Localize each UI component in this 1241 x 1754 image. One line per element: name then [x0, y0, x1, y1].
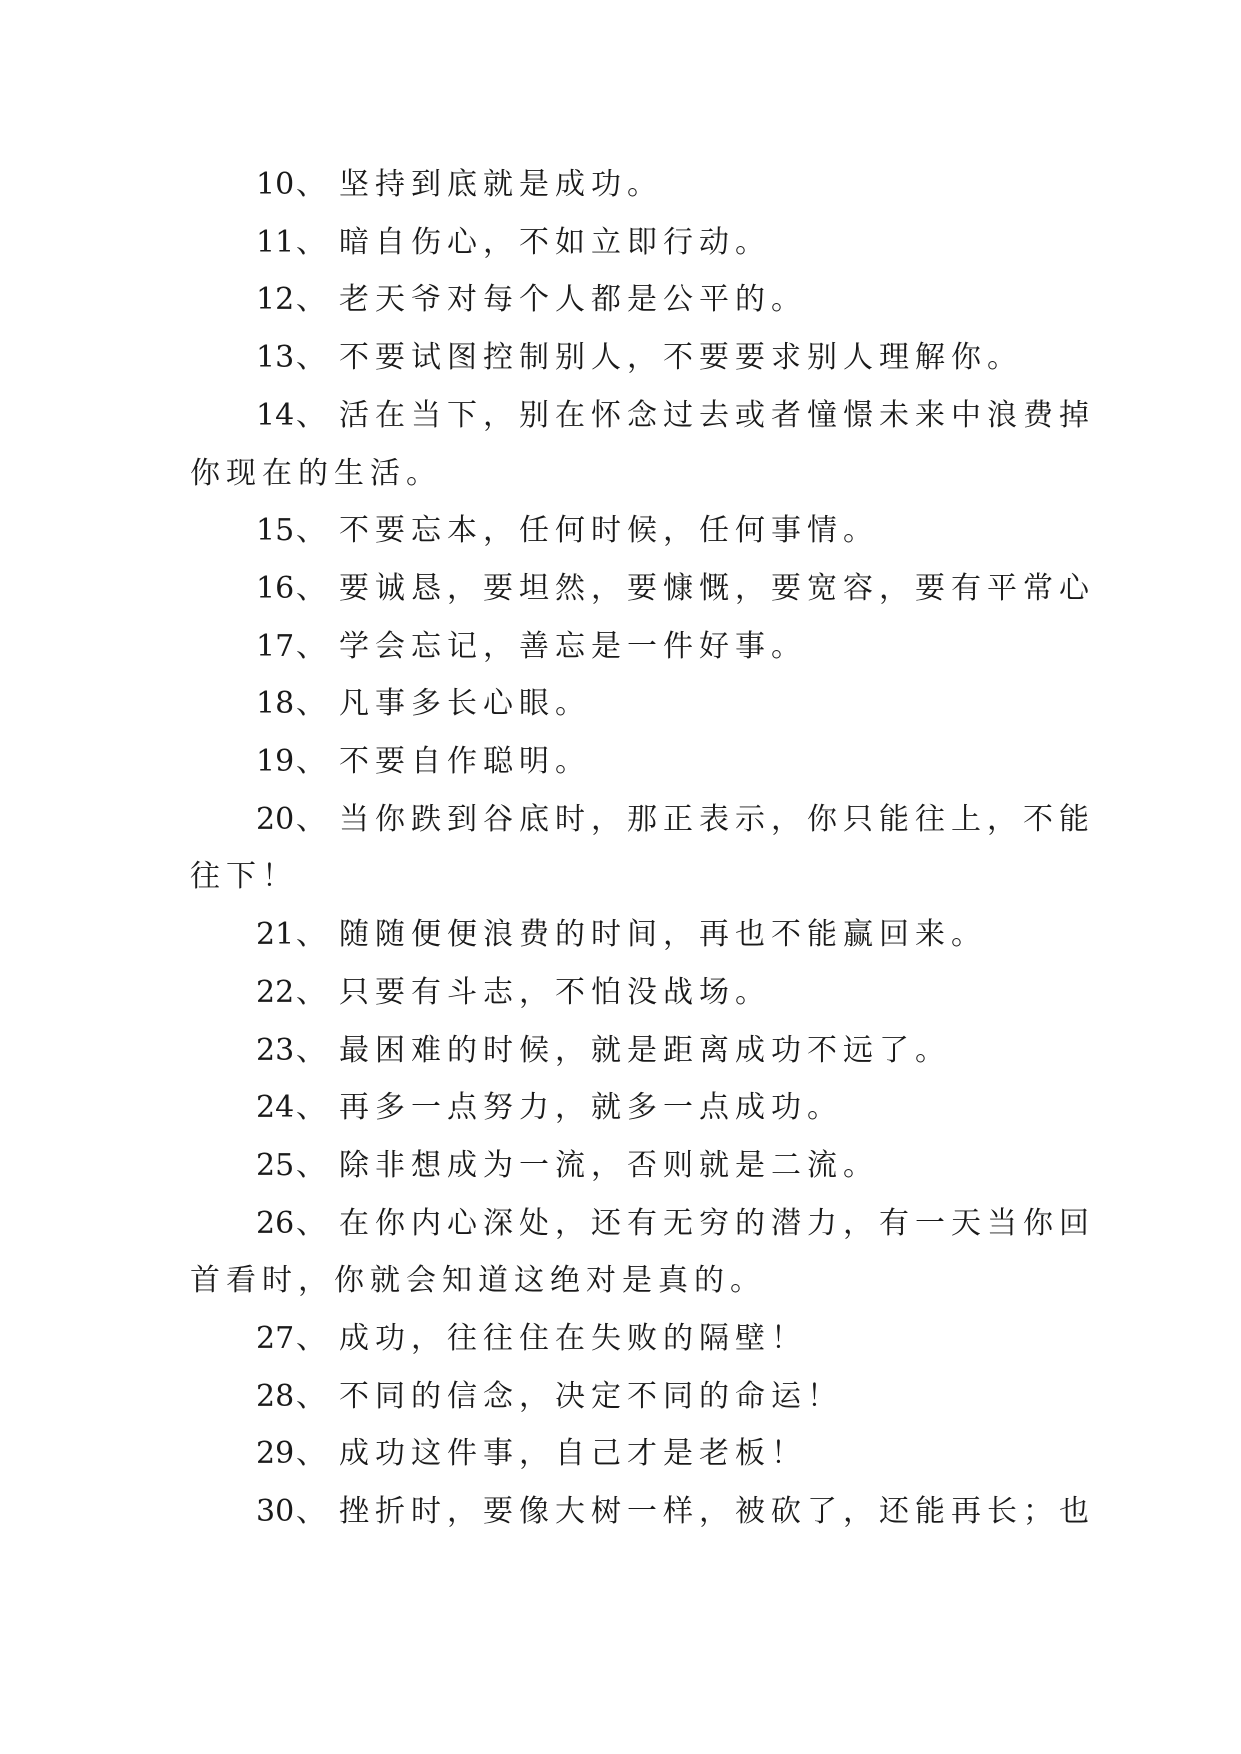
item-separator: 、: [296, 686, 326, 721]
item-separator: 、: [296, 1436, 326, 1471]
item-number: 21: [256, 917, 295, 952]
item-text: 最困难的时候，就是距离成功不远了。: [339, 1033, 951, 1068]
item-separator: 、: [296, 1206, 326, 1241]
item-text: 不要自作聪明。: [339, 744, 591, 779]
item-number: 17: [256, 629, 295, 664]
item-separator: 、: [296, 571, 326, 606]
item-text: 老天爷对每个人都是公平的。: [339, 282, 807, 317]
item-number: 12: [256, 282, 295, 317]
item-number: 11: [256, 225, 295, 260]
item-number: 29: [256, 1436, 295, 1471]
item-text: 只要有斗志，不怕没战场。: [339, 975, 771, 1010]
item-text: 暗自伤心，不如立即行动。: [339, 225, 771, 260]
item-separator: 、: [296, 975, 326, 1010]
item-text: 活在当下，别在怀念过去或者憧憬未来中浪费掉: [339, 398, 1095, 433]
item-text: 除非想成为一流，否则就是二流。: [339, 1148, 879, 1183]
item-separator: 、: [296, 802, 326, 837]
item-number: 24: [256, 1090, 295, 1125]
item-number: 16: [256, 571, 295, 606]
item-text-continuation: 首看时，你就会知道这绝对是真的。: [190, 1263, 766, 1298]
item-text: 不要忘本，任何时候，任何事情。: [339, 513, 879, 548]
item-separator: 、: [296, 1033, 326, 1068]
item-separator: 、: [296, 513, 326, 548]
item-text: 随随便便浪费的时间，再也不能赢回来。: [339, 917, 987, 952]
item-number: 15: [256, 513, 295, 548]
item-number: 13: [256, 340, 295, 375]
item-separator: 、: [296, 1379, 326, 1414]
item-separator: 、: [296, 917, 326, 952]
item-separator: 、: [296, 225, 326, 260]
item-number: 25: [256, 1148, 295, 1183]
item-number: 22: [256, 975, 295, 1010]
item-separator: 、: [296, 398, 326, 433]
item-separator: 、: [296, 340, 326, 375]
item-number: 30: [256, 1494, 295, 1529]
item-number: 19: [256, 744, 295, 779]
item-separator: 、: [296, 1494, 326, 1529]
item-text: 成功，往往住在失败的隔壁！: [339, 1321, 807, 1356]
item-text: 不同的信念，决定不同的命运！: [339, 1379, 843, 1414]
item-separator: 、: [296, 629, 326, 664]
item-text: 再多一点努力，就多一点成功。: [339, 1090, 843, 1125]
item-separator: 、: [296, 167, 326, 202]
item-number: 26: [256, 1206, 295, 1241]
item-text: 挫折时，要像大树一样，被砍了，还能再长；也: [339, 1494, 1095, 1529]
item-separator: 、: [296, 1090, 326, 1125]
item-separator: 、: [296, 1321, 326, 1356]
item-text: 在你内心深处，还有无穷的潜力，有一天当你回: [339, 1206, 1095, 1241]
item-number: 18: [256, 686, 295, 721]
item-text: 凡事多长心眼。: [339, 686, 591, 721]
item-separator: 、: [296, 744, 326, 779]
item-text: 成功这件事，自己才是老板！: [339, 1436, 807, 1471]
item-number: 20: [256, 802, 295, 837]
item-separator: 、: [296, 1148, 326, 1183]
item-text-continuation: 你现在的生活。: [190, 456, 442, 491]
item-number: 10: [256, 167, 295, 202]
item-text: 学会忘记，善忘是一件好事。: [339, 629, 807, 664]
item-text: 坚持到底就是成功。: [339, 167, 663, 202]
item-number: 14: [256, 398, 295, 433]
item-text: 不要试图控制别人，不要要求别人理解你。: [339, 340, 1023, 375]
item-number: 23: [256, 1033, 295, 1068]
item-separator: 、: [296, 282, 326, 317]
item-number: 28: [256, 1379, 295, 1414]
item-text: 要诚恳，要坦然，要慷慨，要宽容，要有平常心: [339, 571, 1095, 606]
item-text-continuation: 往下！: [190, 859, 298, 894]
item-number: 27: [256, 1321, 295, 1356]
item-text: 当你跌到谷底时，那正表示，你只能往上，不能: [339, 802, 1095, 837]
